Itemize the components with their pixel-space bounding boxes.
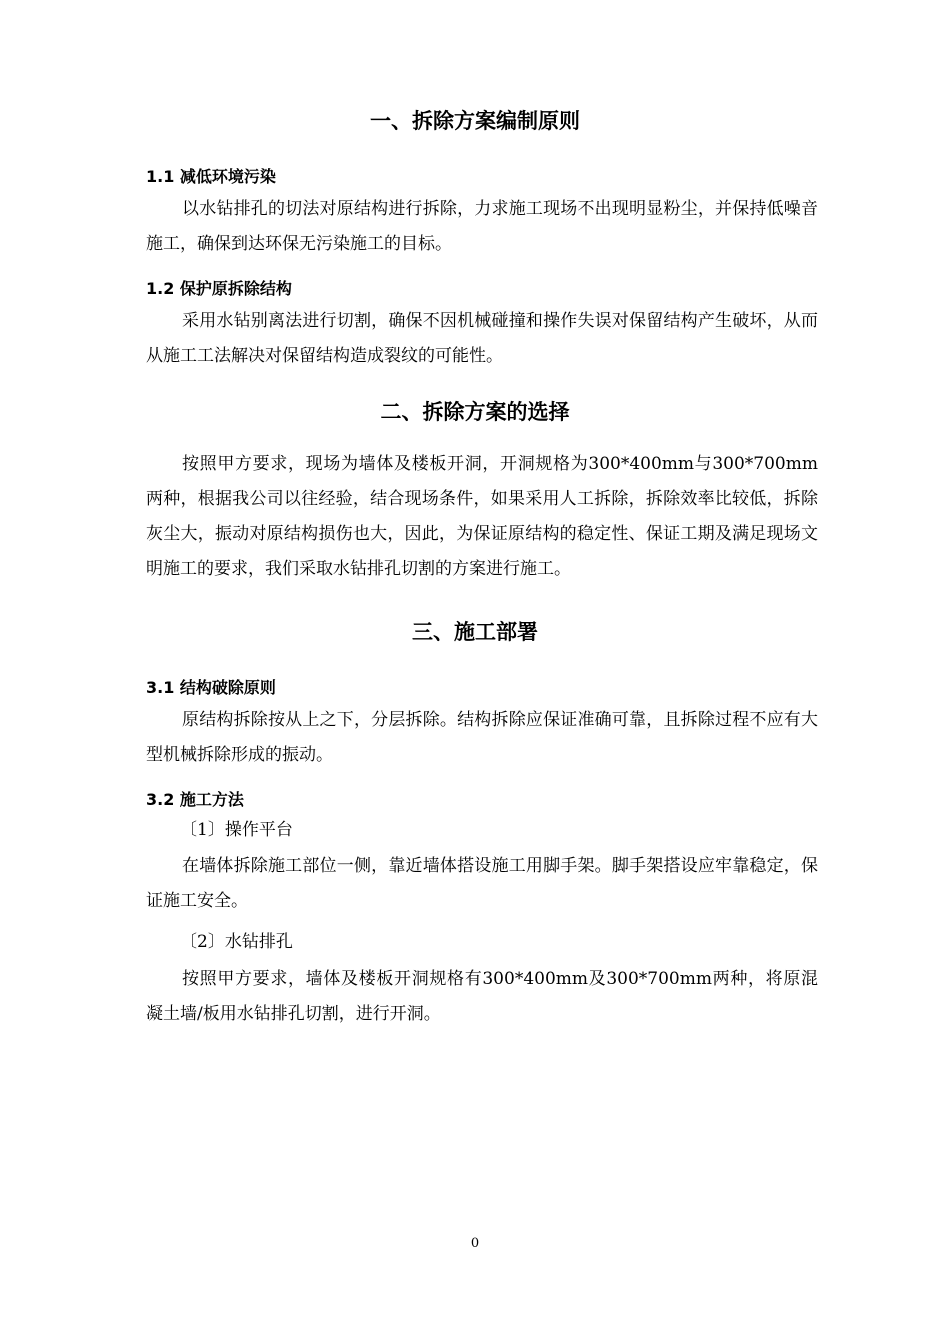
subsection-3-1-text: 原结构拆除按从上之下，分层拆除。结构拆除应保证准确可靠，且拆除过程不应有大型机械拆除形成的振动。 xyxy=(146,710,818,765)
item-1-label: 〔1〕操作平台 xyxy=(180,820,293,840)
section-1-title: 一、拆除方案编制原则 xyxy=(370,109,580,133)
item-2-text: 按照甲方要求，墙体及楼板开洞规格有300*400mm及300*700mm两种，将原混凝土墙/板用水钻排孔切割，进行开洞。 xyxy=(146,969,818,1024)
section-2-text: 按照甲方要求，现场为墙体及楼板开洞，开洞规格为300*400mm与300*700mm两种，根据我公司以往经验，结合现场条件，如果采用人工拆除，拆除效率比较低，拆除灰尘大，振动对原结构损伤也大，因此，为保证原结构的稳定性、保证工期及满足现场文明施工的要求，我们采取水钻排孔切割的方案进行施工。 xyxy=(146,454,818,579)
section-3-title: 三、施工部署 xyxy=(412,620,538,644)
subsection-1-1-heading: 1.1 减低环境污染 xyxy=(146,167,276,186)
subsection-3-1-heading: 3.1 结构破除原则 xyxy=(146,678,276,697)
subsection-3-2-heading: 3.2 施工方法 xyxy=(146,790,244,809)
item-1-text: 在墙体拆除施工部位一侧，靠近墙体搭设施工用脚手架。脚手架搭设应牢靠稳定，保证施工安全。 xyxy=(146,856,818,911)
subsection-1-2-heading: 1.2 保护原拆除结构 xyxy=(146,279,292,298)
section-2-title: 二、拆除方案的选择 xyxy=(380,400,570,424)
page-number: 0 xyxy=(470,1236,480,1251)
item-2-label: 〔2〕水钻排孔 xyxy=(180,932,293,952)
subsection-1-1-text: 以水钻排孔的切法对原结构进行拆除，力求施工现场不出现明显粉尘，并保持低噪音施工，确保到达环保无污染施工的目标。 xyxy=(146,199,818,254)
subsection-1-2-text: 采用水钻别离法进行切割，确保不因机械碰撞和操作失误对保留结构产生破坏，从而从施工工法解决对保留结构造成裂纹的可能性。 xyxy=(146,311,818,366)
